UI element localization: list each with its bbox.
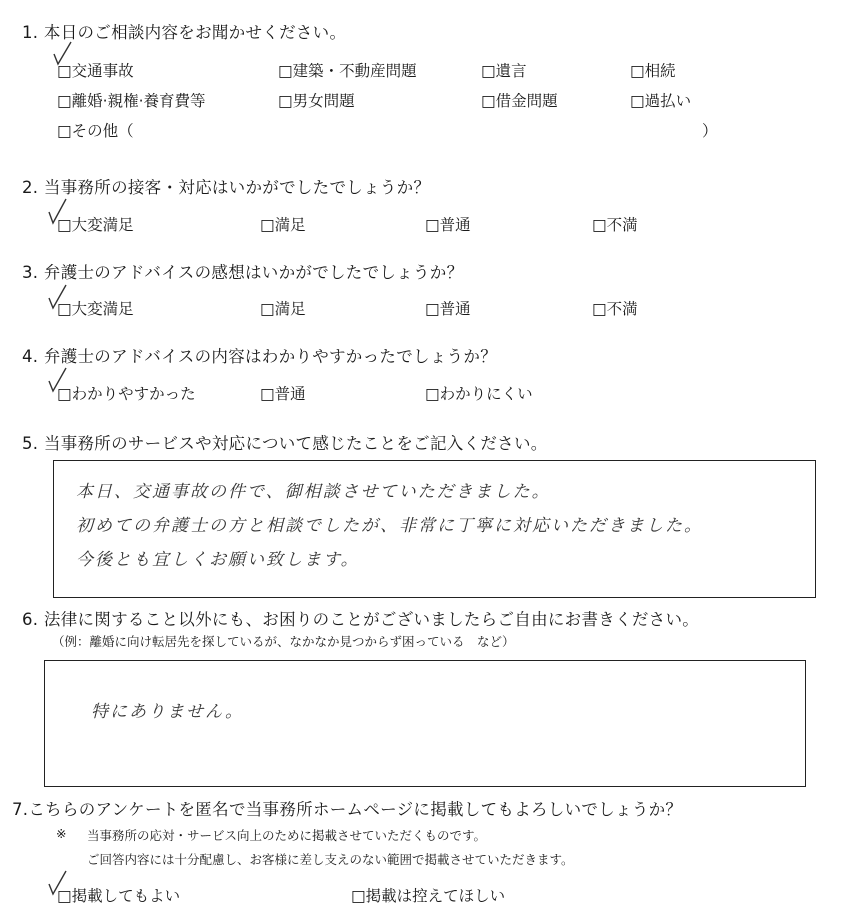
q6-answer-box[interactable] (44, 660, 806, 787)
q6-question: 6. 法律に関すること以外にも、お困りのことがございましたらご自由にお書きください。 (22, 610, 700, 629)
q5-question: 5. 当事務所のサービスや対応について感じたことをご記入ください。 (22, 434, 548, 453)
q7-option-allow[interactable]: □掲載してもよい (57, 887, 181, 905)
q2-option-unsatisfied[interactable]: □不満 (592, 216, 638, 234)
q3-option-neutral[interactable]: □普通 (425, 300, 471, 318)
q5-answer-line-3: 今後とも宜しくお願い致します。 (76, 550, 360, 570)
q4-option-neutral[interactable]: □普通 (260, 385, 306, 403)
q2-option-satisfied[interactable]: □満足 (260, 216, 306, 234)
checkmark-icon (47, 367, 69, 393)
q1-option-traffic-accident[interactable]: □交通事故 (57, 62, 134, 80)
q6-answer: 特にありません。 (91, 702, 245, 722)
q2-question: 2. 当事務所の接客・対応はいかがでしたでしょうか？ (22, 178, 431, 197)
q1-option-other[interactable]: □その他（ (57, 122, 134, 140)
q5-answer-box[interactable] (53, 460, 816, 598)
checkmark-icon (47, 284, 69, 310)
q1-option-divorce-custody[interactable]: □離婚·親権·養育費等 (57, 92, 206, 110)
q7-question: 7.こちらのアンケートを匿名で当事務所ホームページに掲載してもよろしいでしょうか？ (12, 800, 683, 819)
q4-option-easy[interactable]: □わかりやすかった (57, 385, 196, 403)
checkmark-icon (47, 198, 69, 224)
q5-answer-line-2: 初めての弁護士の方と相談でしたが、非常に丁寧に対応いただきました。 (76, 516, 703, 536)
q4-option-hard[interactable]: □わかりにくい (425, 385, 533, 403)
q4-question: 4. 弁護士のアドバイスの内容はわかりやすかったでしょうか？ (22, 347, 497, 366)
q3-option-satisfied[interactable]: □満足 (260, 300, 306, 318)
q5-answer-line-1: 本日、交通事故の件で、御相談させていただきました。 (76, 482, 551, 502)
checkmark-icon (52, 40, 74, 66)
q1-option-inheritance[interactable]: □相続 (630, 62, 676, 80)
q1-other-close-paren: ） (702, 122, 718, 140)
q1-option-construction-realestate[interactable]: □建築・不動産問題 (278, 62, 417, 80)
q1-option-will[interactable]: □遺言 (481, 62, 527, 80)
q1-question: 1. 本日のご相談内容をお聞かせください。 (22, 23, 347, 42)
q1-option-debt[interactable]: □借金問題 (481, 92, 558, 110)
q3-question: 3. 弁護士のアドバイスの感想はいかがでしたでしょうか？ (22, 263, 464, 282)
q7-note-1: 当事務所の応対・サービス向上のために掲載させていただくものです。 (87, 828, 487, 843)
q2-option-very-satisfied[interactable]: □大変満足 (57, 216, 134, 234)
q6-example: （例：離婚に向け転居先を探しているが、なかなか見つからず困っている など） (52, 634, 515, 649)
q1-option-overpayment[interactable]: □過払い (630, 92, 692, 110)
checkmark-icon (47, 870, 69, 896)
q1-option-relationship[interactable]: □男女問題 (278, 92, 355, 110)
q3-option-very-satisfied[interactable]: □大変満足 (57, 300, 134, 318)
q7-note-mark: ※ (56, 826, 67, 841)
q7-note-2: ご回答内容には十分配慮し、お客様に差し支えのない範囲で掲載させていただきます。 (87, 852, 574, 867)
q3-option-unsatisfied[interactable]: □不満 (592, 300, 638, 318)
q7-option-decline[interactable]: □掲載は控えてほしい (351, 887, 506, 905)
q2-option-neutral[interactable]: □普通 (425, 216, 471, 234)
